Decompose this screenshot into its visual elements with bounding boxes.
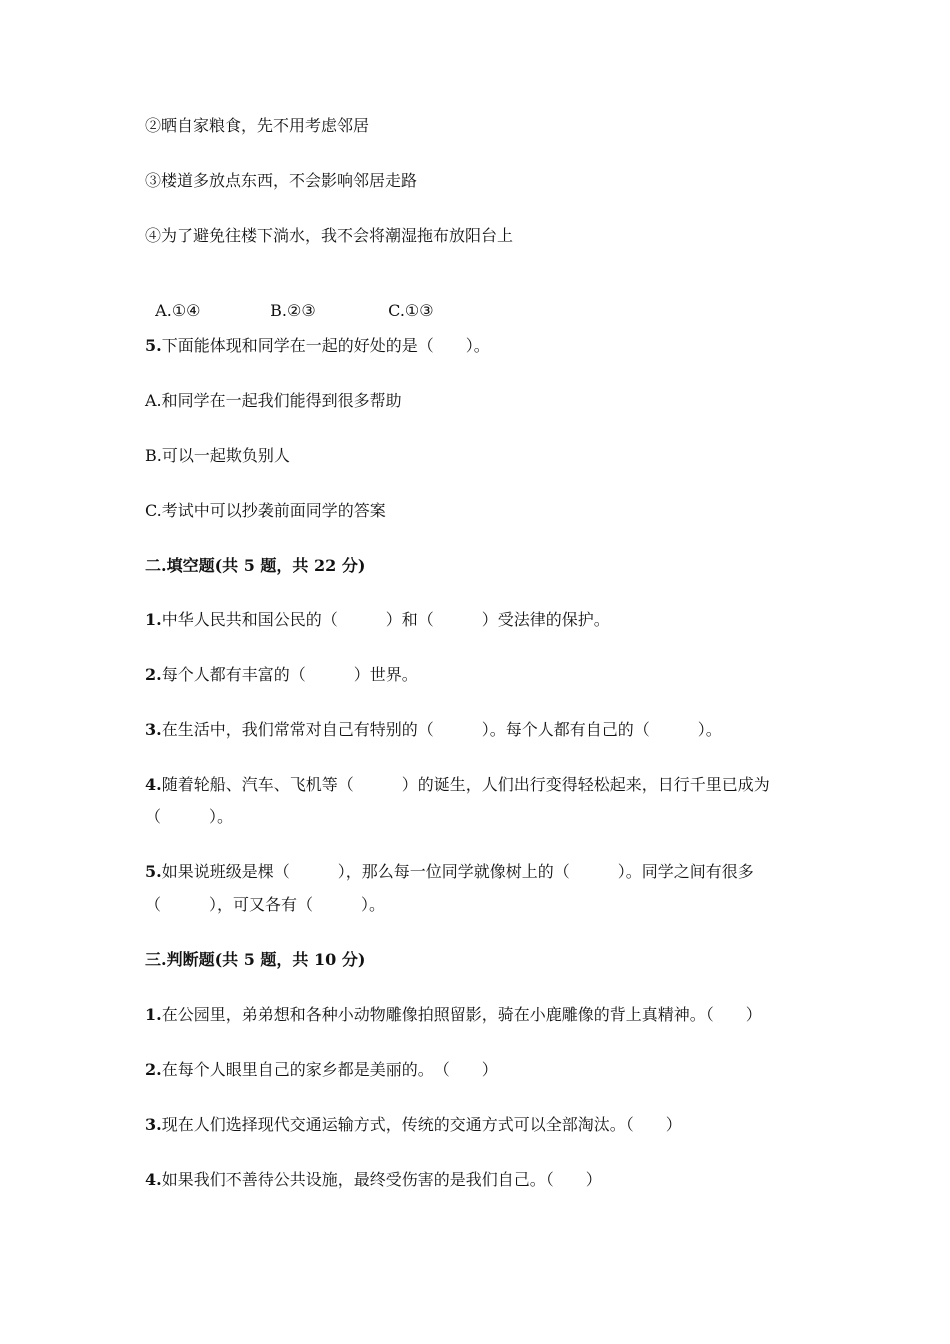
q4-option-2: ②晒自家粮食，先不用考虑邻居 [145,116,370,135]
fill-blank-item-continuation: （ ），可又各有（ ）。 [145,895,386,914]
item-number: 4. [145,775,162,794]
item-number: 3. [145,720,162,739]
q4-choices [145,281,434,321]
item-text: 每个人都有丰富的（ ）世界。 [161,665,418,684]
true-false-item [145,1005,762,1025]
item-text: 在生活中，我们常常对自己有特别的（ ）。每个人都有自己的（ ）。 [161,720,722,739]
item-number: 5. [145,862,162,881]
q5-text: 下面能体现和同学在一起的好处的是（ ）。 [161,336,490,355]
q4-choice-b: B.②③ [270,301,316,320]
true-false-item [145,1115,682,1135]
item-number: 4. [145,1170,162,1189]
q4-option-3: ③楼道多放点东西，不会影响邻居走路 [145,171,418,190]
q4-option-4: ④为了避免往楼下淌水，我不会将潮湿拖布放阳台上 [145,226,514,245]
item-number: 2. [145,1060,162,1079]
item-text: 随着轮船、汽车、飞机等（ ）的诞生，人们出行变得轻松起来，日行千里已成为 [161,775,770,794]
fill-blank-item [145,610,610,630]
fill-blank-item-continuation: （ ）。 [145,807,234,826]
item-text: 在每个人眼里自己的家乡都是美丽的。 （ ） [161,1060,498,1079]
q5-question [145,336,490,356]
q4-choice-c: C.①③ [388,301,434,320]
section-title-fill-blank: 二.填空题(共 5 题，共 22 分) [145,556,366,575]
item-text: 如果说班级是棵（ ），那么每一位同学就像树上的（ ）。同学之间有很多 [161,862,754,881]
item-text: 中华人民共和国公民的（ ）和（ ）受法律的保护。 [161,610,610,629]
q5-choice-a: A.和同学在一起我们能得到很多帮助 [145,391,402,410]
fill-blank-item [145,775,770,795]
item-text: 现在人们选择现代交通运输方式，传统的交通方式可以全部淘汰。（ ） [161,1115,682,1134]
q5-choice-b: B.可以一起欺负别人 [145,446,290,465]
item-number: 3. [145,1115,162,1134]
fill-blank-item [145,665,418,685]
item-text: 在公园里，弟弟想和各种小动物雕像拍照留影，骑在小鹿雕像的背上真精神。（ ） [161,1005,762,1024]
true-false-item [145,1060,498,1080]
q5-number: 5. [145,336,162,355]
fill-blank-item [145,720,722,740]
item-number: 1. [145,1005,162,1024]
item-number: 1. [145,610,162,629]
fill-blank-item [145,862,754,882]
item-number: 2. [145,665,162,684]
section-title-true-false: 三.判断题(共 5 题，共 10 分) [145,950,366,969]
q5-choice-c: C.考试中可以抄袭前面同学的答案 [145,501,386,520]
q4-choice-a: A.①④ [155,301,201,320]
item-text: 如果我们不善待公共设施，最终受伤害的是我们自己。（ ） [161,1170,602,1189]
true-false-item [145,1170,602,1190]
